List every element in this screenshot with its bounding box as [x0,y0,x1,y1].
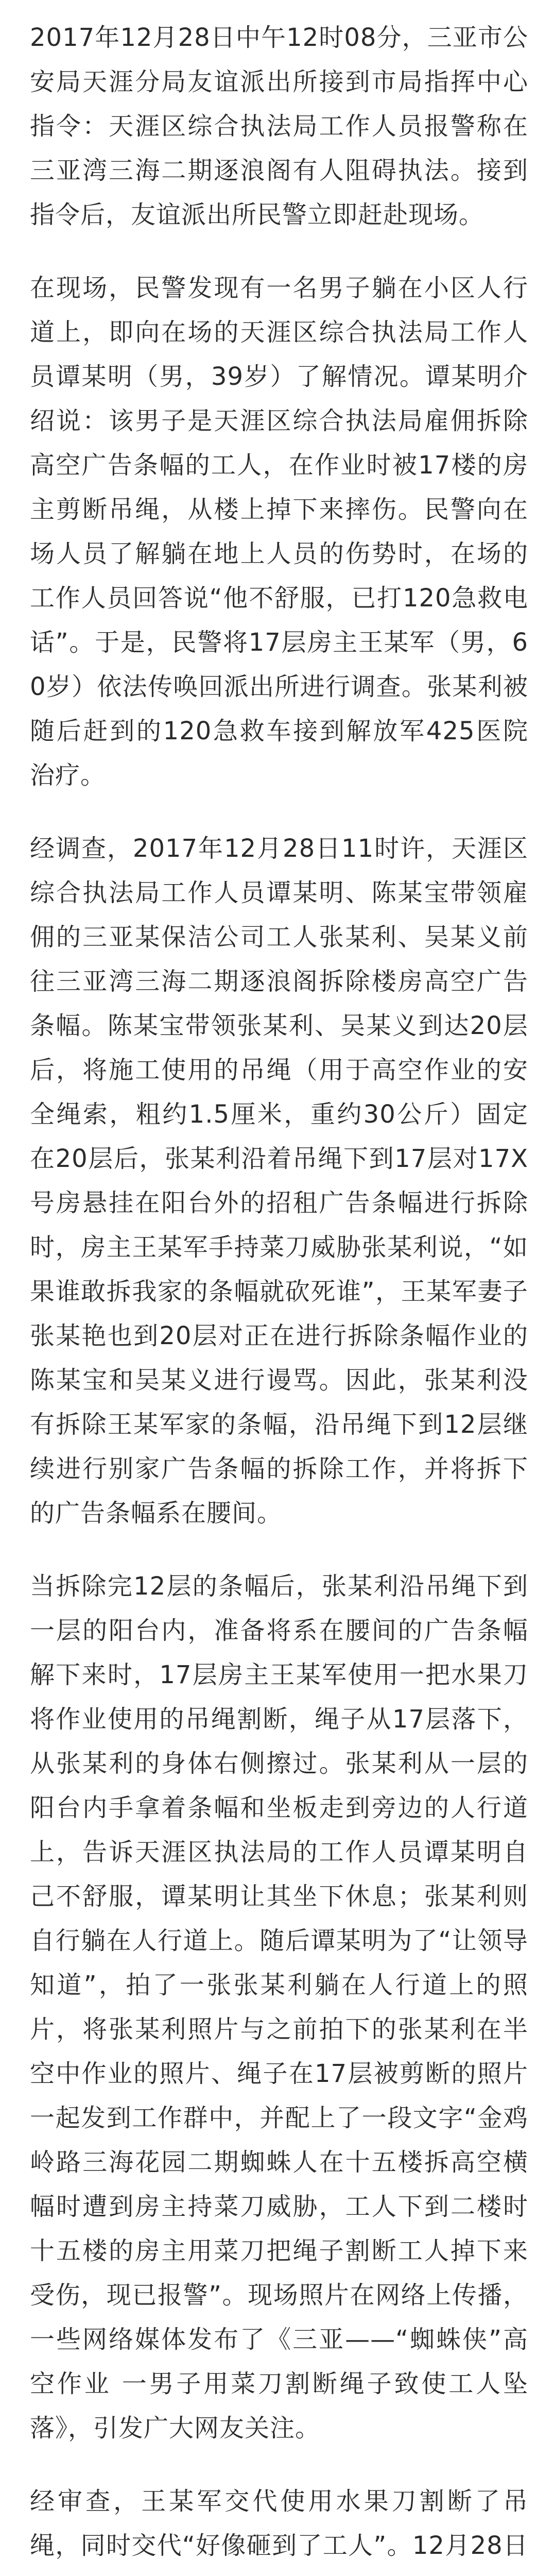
paragraph-2: 在现场，民警发现有一名男子躺在小区人行道上，即向在场的天涯区综合执法局工作人员谭某明（男，39岁）了解情况。谭某明介绍说：该男子是天涯区综合执法局雇佣拆除高空广告条幅的工人，在作业时被17楼的房主剪断吊绳，从楼上掉下来摔伤。民警向在场人员了解躺在地上人员的伤势时，在场的工作人员回答说“他不舒服，已打120急救电话”。于是，民警将17层房主王某军（男，60岁）依法传唤回派出所进行调查。张某利被随后赶到的120急救车接到解放军425医院治疗。 [30,274,528,790]
paragraph-1: 2017年12月28日中午12时08分，三亚市公安局天涯分局友谊派出所接到市局指挥中心指令：天涯区综合执法局工作人员报警称在三亚湾三海二期逐浪阁有人阻碍执法。接到指令后，友谊派出所民警立即赶赴现场。 [30,23,528,229]
paragraph-4: 当拆除完12层的条幅后，张某利沿吊绳下到一层的阳台内，准备将系在腰间的广告条幅解下来时，17层房主王某军使用一把水果刀将作业使用的吊绳割断，绳子从17层落下，从张某利的身体右侧擦过。张某利从一层的阳台内手拿着条幅和坐板走到旁边的人行道上，告诉天涯区执法局的工作人员谭某明自己不舒服，谭某明让其坐下休息；张某利则自行躺在人行道上。随后谭某明为了“让领导知道”，拍了一张张某利躺在人行道上的照片，将张某利照片与之前拍下的张某利在半空中作业的照片、绳子在17层被剪断的照片一起发到工作群中，并配上了一段文字“金鸡岭路三海花园二期蜘蛛人在十五楼拆高空横幅时遭到房主持菜刀威胁，工人下到二楼时十五楼的房主用菜刀把绳子割断工人掉下来受伤，现已报警”。现场照片在网络上传播，一些网络媒体发布了《三亚——“蜘蛛侠”高空作业 一男子用菜刀割断绳子致使工人坠落》，引发广大网友关注。 [30,1572,528,2443]
paragraph-5: 经审查，王某军交代使用水果刀割断了吊绳，同时交代“好像砸到了工人”。12月28日 [30,2487,528,2560]
article-body [30,15,528,2576]
paragraph-3: 经调查，2017年12月28日11时许，天涯区综合执法局工作人员谭某明、陈某宝带领雇佣的三亚某保洁公司工人张某利、吴某义前往三亚湾三海二期逐浪阁拆除楼房高空广告条幅。陈某宝带领张某利、吴某义到达20层后，将施工使用的吊绳（用于高空作业的安全绳索，粗约1.5厘米，重约30公斤）固定在20层后，张某利沿着吊绳下到17层对17X号房悬挂在阳台外的招租广告条幅进行拆除时，房主王某军手持菜刀威胁张某利说，“如果谁敢拆我家的条幅就砍死谁”，王某军妻子张某艳也到20层对正在进行拆除条幅作业的陈某宝和吴某义进行谩骂。因此，张某利没有拆除王某军家的条幅，沿吊绳下到12层继续进行别家广告条幅的拆除工作，并将拆下的广告条幅系在腰间。 [30,834,528,1528]
